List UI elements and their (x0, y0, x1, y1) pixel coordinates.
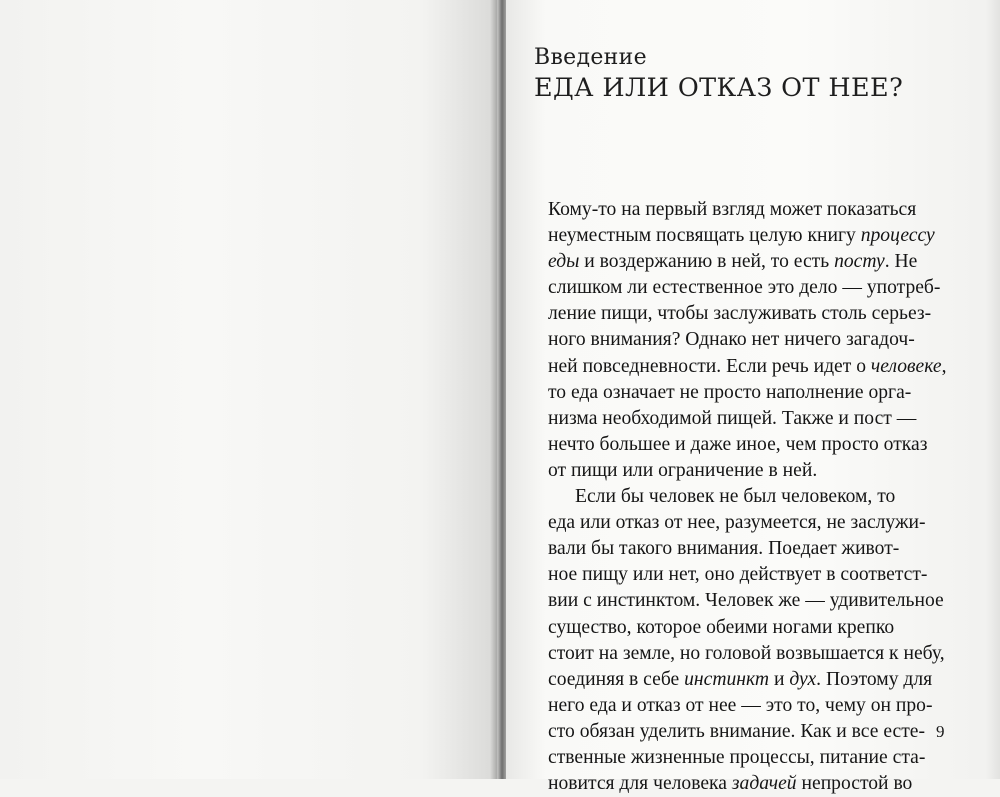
body-line (548, 406, 948, 432)
body-line (548, 223, 948, 249)
body-line (548, 615, 948, 641)
body-line (548, 719, 948, 745)
text-run: Если бы человек не был человеком, то (575, 486, 896, 508)
text-run: . Поэтому для (816, 668, 933, 690)
italic-term: еды (548, 251, 580, 273)
italic-term: дух (789, 668, 817, 690)
text-run: . Не (884, 251, 918, 273)
text-run: ного внимания? Однако нет ничего загадоч- (548, 329, 915, 351)
text-run: и воздержанию в ней, то есть (579, 251, 835, 273)
body-line (548, 249, 948, 275)
body-line (548, 745, 948, 771)
body-line (548, 667, 948, 693)
text-run: от пищи или ограничение в ней. (548, 459, 818, 481)
text-run: неуместным посвящать целую книгу (548, 225, 861, 247)
text-run: ственные жизненные процессы, питание ста- (548, 746, 926, 768)
text-run: ление пищи, чтобы заслуживать столь серьез- (548, 303, 932, 325)
text-run: стоит на земле, но головой возвышается к небу, (548, 642, 945, 664)
chapter-kicker: Введение (534, 45, 647, 70)
text-run: нечто большее и даже иное, чем просто отказ (548, 433, 928, 455)
text-run: , (941, 355, 947, 377)
text-run: соединяя в себе (548, 668, 685, 690)
text-run: сто обязан уделить внимание. Как и все есте- (548, 720, 925, 742)
body-line (548, 641, 948, 667)
text-run: вали бы такого внимания. Поедает живот- (548, 538, 900, 560)
body-line (548, 432, 948, 458)
body-line (548, 510, 948, 536)
body-line (548, 536, 948, 562)
body-text (548, 197, 948, 797)
text-run: Кому-то на первый взгляд может показаться (548, 199, 917, 220)
text-run: новится для человека (548, 773, 732, 795)
italic-term: процессу (860, 225, 935, 247)
body-line (548, 354, 948, 380)
text-run: слишком ли естественное это дело — употреб- (548, 277, 941, 299)
italic-term: посту (834, 251, 885, 273)
text-run: ное пищу или нет, оно действует в соответст- (548, 564, 928, 586)
body-line (548, 458, 948, 484)
chapter-title: ЕДА ИЛИ ОТКАЗ ОТ НЕЕ? (534, 73, 904, 103)
body-line (548, 693, 948, 719)
body-line (548, 197, 948, 223)
text-run: и (769, 668, 790, 690)
text-run: еда или отказ от нее, разумеется, не заслужи- (548, 512, 926, 534)
text-run: непростой во (796, 773, 913, 795)
body-line (548, 301, 948, 327)
body-line (548, 327, 948, 353)
text-run: низма необходимой пищей. Также и пост — (548, 407, 917, 429)
left-page (0, 0, 497, 779)
body-line (548, 588, 948, 614)
body-line (548, 380, 948, 406)
text-run: него еда и отказ от нее — это то, чему он про- (548, 694, 933, 716)
italic-term: задачей (731, 773, 797, 795)
italic-term: человеке (870, 355, 942, 377)
page-edge-shadow (986, 0, 1000, 779)
body-line (548, 275, 948, 301)
body-line (548, 562, 948, 588)
text-run: то еда означает не просто наполнение орга- (548, 381, 912, 403)
italic-term: инстинкт (684, 668, 770, 690)
chapter-heading (534, 44, 903, 104)
body-line (548, 484, 948, 510)
text-run: вии с инстинктом. Человек же — удивительное (548, 590, 944, 612)
text-run: ней повседневности. Если речь идет о (548, 355, 871, 377)
text-run: существо, которое обеими ногами крепко (548, 616, 895, 638)
page-number: 9 (936, 722, 945, 741)
body-line (548, 771, 948, 797)
